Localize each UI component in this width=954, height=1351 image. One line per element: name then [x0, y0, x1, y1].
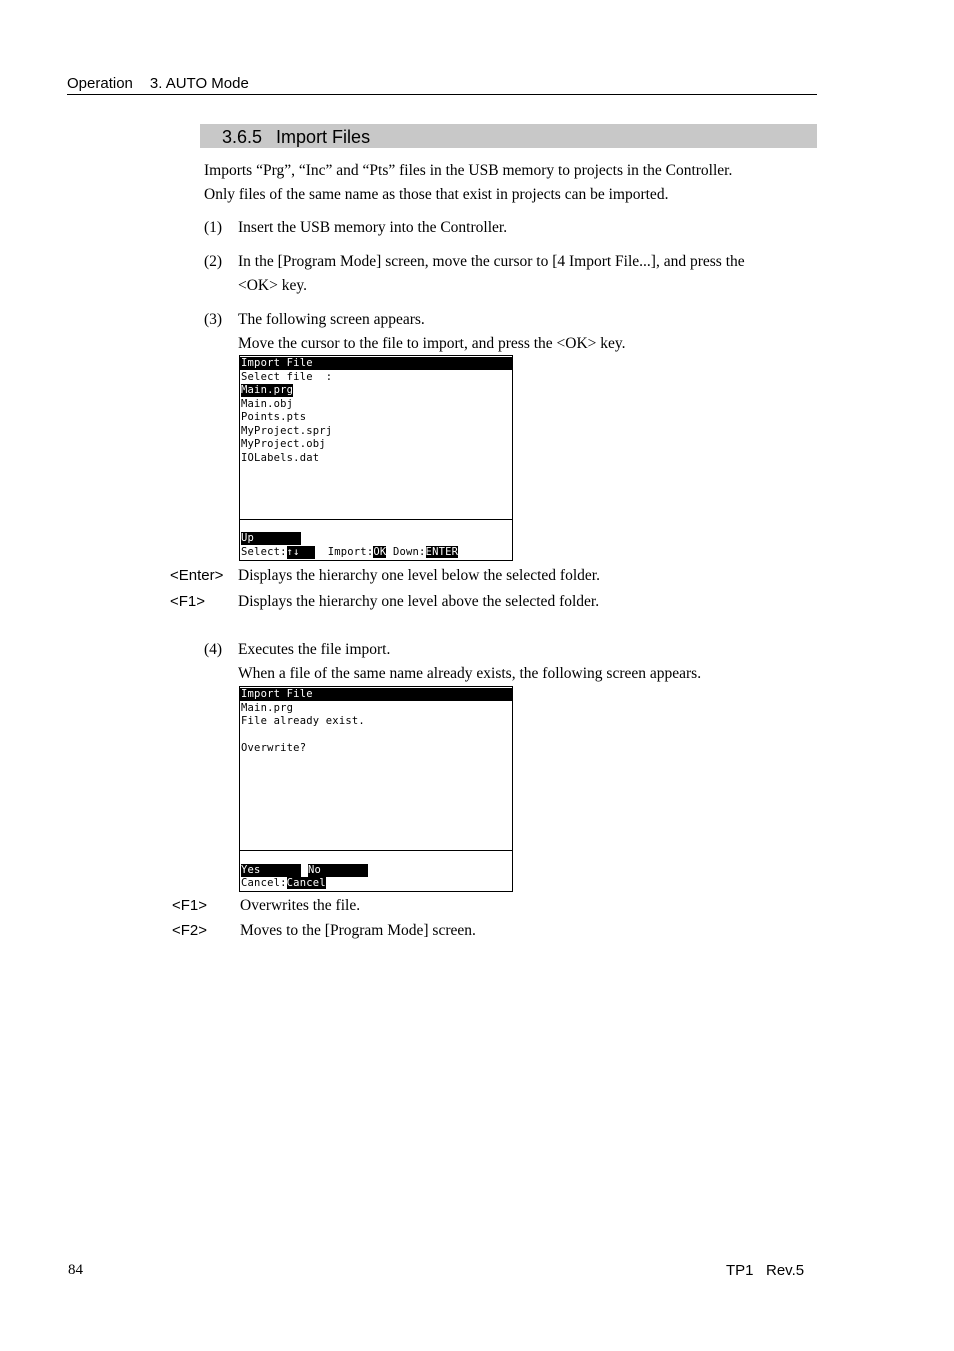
- intro-line: Imports “Prg”, “Inc” and “Pts” files in the USB memory to projects in the Controller.: [204, 162, 733, 179]
- key-description: Displays the hierarchy one level below the selected folder.: [238, 567, 600, 584]
- step-number: (1): [204, 219, 223, 236]
- enter-key[interactable]: ENTER: [425, 546, 459, 558]
- file-item[interactable]: MyProject.obj: [241, 438, 326, 450]
- ok-key[interactable]: OK: [373, 546, 387, 558]
- step-number: (3): [204, 311, 223, 328]
- section-number: 3.6.5: [222, 127, 263, 147]
- file-item[interactable]: Points.pts: [241, 411, 307, 423]
- file-item[interactable]: MyProject.sprj: [241, 425, 333, 437]
- step-line: Executes the file import.: [238, 641, 391, 658]
- overwrite-question: Overwrite?: [241, 742, 307, 754]
- intro-paragraph: [204, 159, 824, 207]
- file-item[interactable]: IOLabels.dat: [241, 452, 320, 464]
- nav-hint-row: [241, 546, 458, 559]
- f1-up-softkey[interactable]: Up: [241, 532, 301, 545]
- screen-title: Import File: [241, 688, 313, 700]
- file-item[interactable]: Main.obj: [241, 398, 294, 410]
- step-line: Insert the USB memory into the Controller.: [238, 219, 508, 236]
- f2-no-softkey[interactable]: No: [308, 864, 368, 877]
- document-revision: TP1 Rev.5: [726, 1262, 805, 1279]
- key-description: Displays the hierarchy one level above the selected folder.: [238, 593, 600, 610]
- cancel-hint-row: [241, 877, 326, 890]
- step-number: (4): [204, 641, 223, 658]
- screen-title: Import File: [241, 357, 313, 369]
- step-number: (2): [204, 253, 223, 270]
- step-line: The following screen appears.: [238, 311, 425, 328]
- header-part: Operation: [67, 75, 133, 92]
- down-label: Down:: [392, 546, 426, 558]
- arrow-keys-icon: ↑↓: [287, 546, 315, 559]
- key-description: Moves to the [Program Mode] screen.: [240, 922, 476, 939]
- import-label: Import:: [327, 546, 374, 558]
- cancel-label: Cancel:: [241, 877, 287, 889]
- conflict-file-name: Main.prg: [241, 702, 294, 714]
- step-text: [238, 638, 816, 686]
- cancel-key[interactable]: Cancel: [286, 877, 326, 889]
- section-heading: [200, 124, 817, 148]
- step-text: [238, 216, 816, 240]
- file-item-selected[interactable]: Main.prg: [241, 384, 294, 396]
- key-label: <F1>: [172, 897, 208, 914]
- key-label: <Enter>: [170, 567, 224, 584]
- intro-line: Only files of the same name as those that exist in projects can be imported.: [204, 186, 669, 203]
- key-description: Overwrites the file.: [240, 897, 361, 914]
- section-title: Import Files: [276, 127, 371, 147]
- f1-yes-softkey[interactable]: Yes: [241, 864, 301, 877]
- running-header: [67, 75, 817, 95]
- header-chapter: 3. AUTO Mode: [149, 75, 249, 92]
- key-label: <F1>: [170, 593, 206, 610]
- file-exists-message: File already exist.: [241, 715, 365, 727]
- step-line: In the [Program Mode] screen, move the cursor to [4 Import File...], and press the: [238, 253, 745, 270]
- step-text: [238, 308, 816, 356]
- select-file-prompt: Select file :: [241, 371, 333, 383]
- screen-divider: [240, 850, 512, 851]
- step-line: Move the cursor to the file to import, and press the <OK> key.: [238, 335, 626, 352]
- key-label: <F2>: [172, 922, 208, 939]
- page-number: 84: [68, 1262, 83, 1278]
- select-label: Select:: [241, 546, 287, 558]
- import-file-screen: [239, 355, 513, 561]
- step-line: When a file of the same name already exists, the following screen appears.: [238, 665, 702, 682]
- screen-divider: [240, 519, 512, 520]
- overwrite-confirm-screen: [239, 686, 513, 892]
- step-line: <OK> key.: [238, 277, 307, 294]
- step-text: [238, 250, 816, 298]
